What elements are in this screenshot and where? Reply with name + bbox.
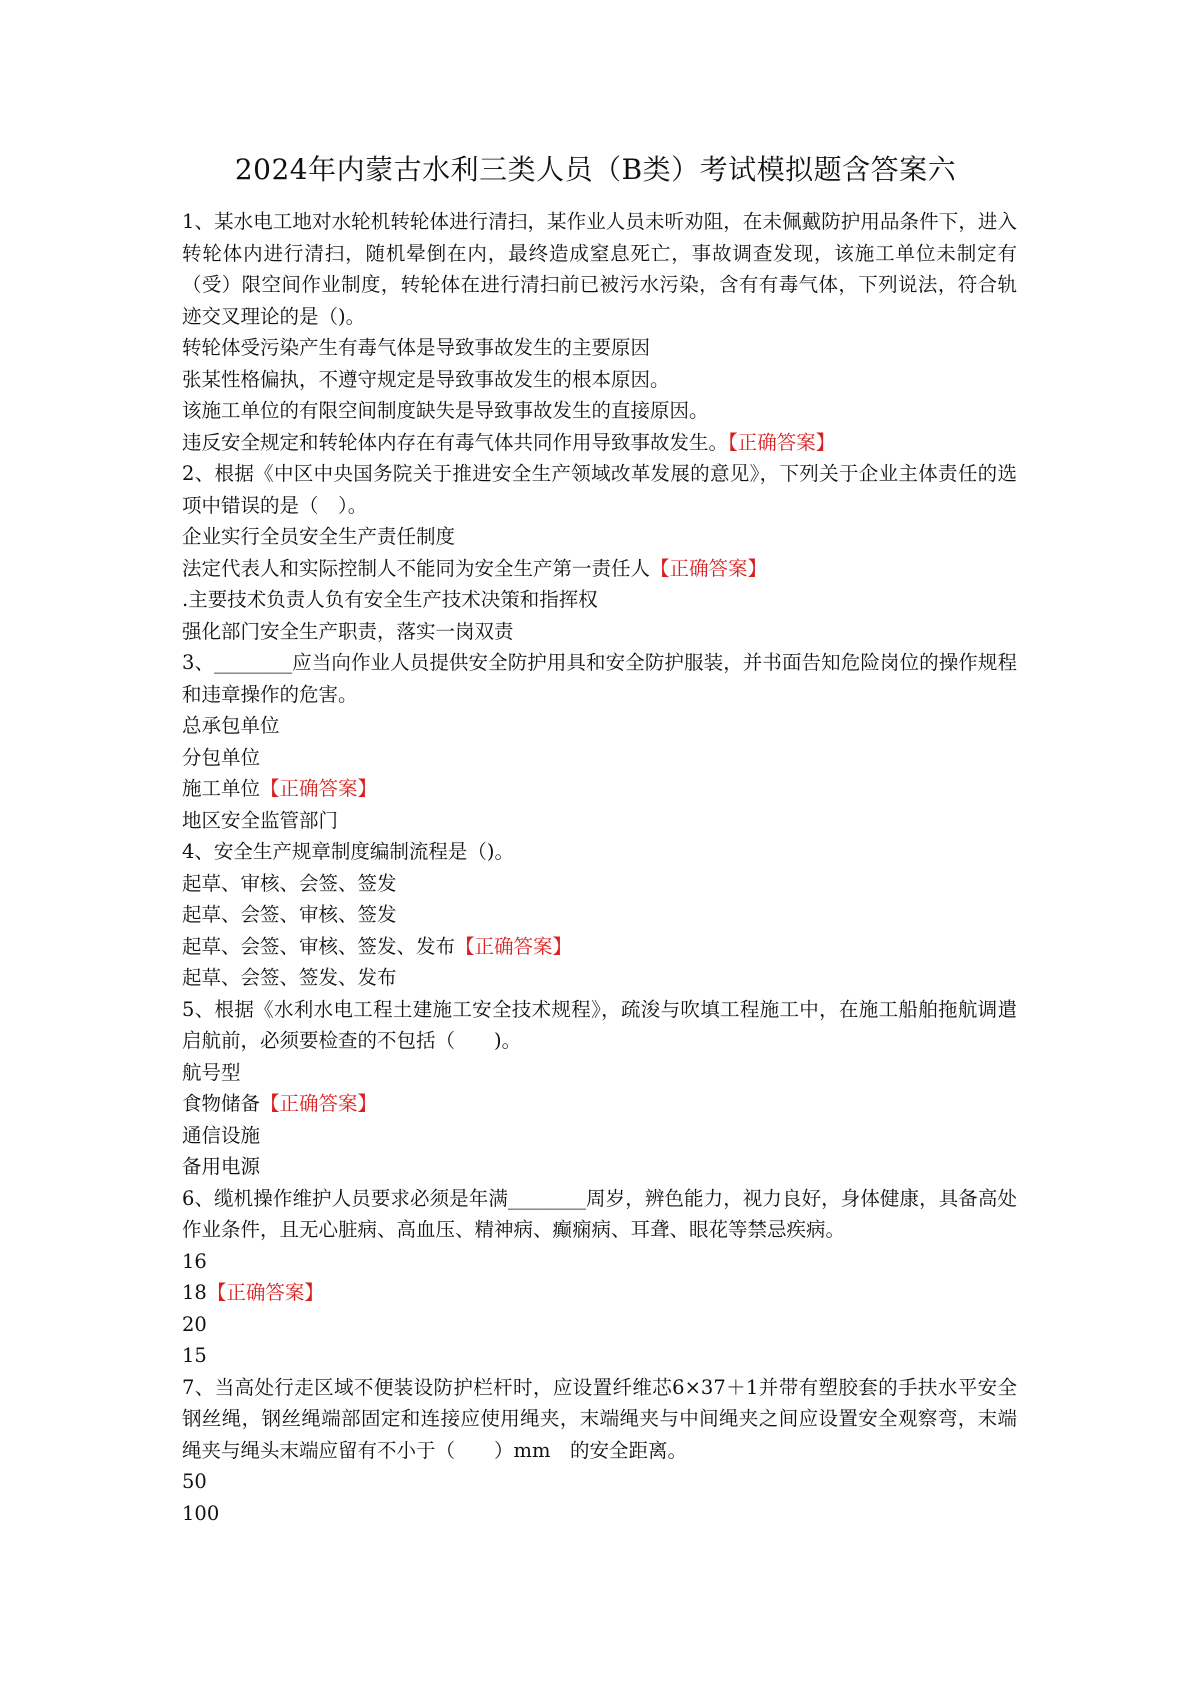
option-item <box>182 1246 1017 1278</box>
question-list <box>182 206 1017 1529</box>
option-item-correct <box>182 1088 1017 1120</box>
option-item <box>182 1340 1017 1372</box>
option-item <box>182 521 1017 553</box>
option-item-correct <box>182 427 1017 459</box>
option-text: 18 <box>182 1281 207 1304</box>
option-text: 备用电源 <box>182 1155 261 1178</box>
option-text: 100 <box>182 1501 220 1525</box>
option-text: 16 <box>182 1249 207 1273</box>
option-item <box>182 962 1017 994</box>
document-title: 2024年内蒙古水利三类人员（B类）考试模拟题含答案六 <box>234 153 957 186</box>
option-text: 通信设施 <box>182 1123 261 1147</box>
option-item <box>182 1309 1017 1341</box>
question-5 <box>182 994 1017 1183</box>
option-text: 强化部门安全生产职责，落实一岗双责 <box>182 619 514 643</box>
question-text: 3、________应当向作业人员提供安全防护用具和安全防护服装，并书面告知危险岗位的操作规程和违章操作的危害。 <box>182 651 1017 706</box>
option-text: 起草、会签、签发、发布 <box>182 966 397 989</box>
question-2 <box>182 458 1017 647</box>
option-item <box>182 1466 1017 1498</box>
option-text: 转轮体受污染产生有毒气体是导致事故发生的主要原因 <box>182 336 651 359</box>
option-text: 起草、会签、审核、签发 <box>182 903 397 926</box>
option-text: 法定代表人和实际控制人不能同为安全生产第一责任人 <box>182 556 651 580</box>
option-item <box>182 805 1017 837</box>
option-item <box>182 1120 1017 1152</box>
option-text: 起草、会签、审核、签发、发布 <box>182 934 456 958</box>
option-text: 违反安全规定和转轮体内存在有毒气体共同作用导致事故发生。 <box>182 430 729 454</box>
option-item <box>182 616 1017 648</box>
option-text: 分包单位 <box>182 745 261 769</box>
correct-answer-mark: 【正确答案】 <box>260 1092 378 1115</box>
option-item-correct <box>182 1277 1017 1309</box>
question-7 <box>182 1372 1017 1530</box>
option-text: 航号型 <box>182 1060 241 1084</box>
question-1 <box>182 206 1017 458</box>
option-text: 施工单位 <box>182 777 261 800</box>
correct-answer-mark: 【正确答案】 <box>260 777 378 800</box>
question-text: 7、当高处行走区域不便装设防护栏杆时，应设置纤维芯6×37＋1并带有塑胶套的手扶水平安全钢丝绳，钢丝绳端部固定和连接应使用绳夹，末端绳夹与中间绳夹之间应设置安全观察弯，末端绳夹与绳头末端应留有不小于（ ）mm 的安全距离。 <box>182 1375 1017 1462</box>
option-item <box>182 1057 1017 1089</box>
option-item <box>182 395 1017 427</box>
option-text: 食物储备 <box>182 1092 261 1115</box>
option-text: 企业实行全员安全生产责任制度 <box>182 525 456 548</box>
option-text: 总承包单位 <box>182 714 280 737</box>
option-item-correct <box>182 773 1017 805</box>
option-item <box>182 868 1017 900</box>
option-item <box>182 332 1017 364</box>
option-item <box>182 584 1017 616</box>
question-4 <box>182 836 1017 994</box>
question-text: 1、某水电工地对水轮机转轮体进行清扫，某作业人员未听劝阻，在未佩戴防护用品条件下，进入转轮体内进行清扫，随机晕倒在内，最终造成窒息死亡，事故调查发现，该施工单位未制定有（受）限空间作业制度，转轮体在进行清扫前已被污水污染，含有有毒气体，下列说法，符合轨迹交叉理论的是（)。 <box>182 210 1017 328</box>
option-item <box>182 710 1017 742</box>
option-item <box>182 899 1017 931</box>
option-item-correct <box>182 553 1017 585</box>
option-text: 起草、审核、会签、签发 <box>182 871 397 895</box>
option-text: 50 <box>182 1470 207 1493</box>
option-item <box>182 1151 1017 1183</box>
option-text: 15 <box>182 1344 207 1367</box>
option-item <box>182 364 1017 396</box>
question-text: 6、缆机操作维护人员要求必须是年满________周岁，辨色能力，视力良好，身体健康，具备高处作业条件，且无心脏病、高血压、精神病、癫痫病、耳聋、眼花等禁忌疾病。 <box>182 1186 1017 1241</box>
question-text: 5、根据《水利水电工程土建施工安全技术规程》，疏浚与吹填工程施工中，在施工船舶拖航调遣启航前，必须要检查的不包括（ )。 <box>182 997 1017 1052</box>
option-text: 张某性格偏执，不遵守规定是导致事故发生的根本原因。 <box>182 367 670 391</box>
option-text: 地区安全监管部门 <box>182 808 339 832</box>
correct-answer-mark: 【正确答案】 <box>650 556 768 580</box>
option-text: 该施工单位的有限空间制度缺失是导致事故发生的直接原因。 <box>182 399 709 422</box>
option-item-correct <box>182 931 1017 963</box>
option-text: 20 <box>182 1312 207 1336</box>
correct-answer-mark: 【正确答案】 <box>728 430 836 454</box>
option-item <box>182 1498 1017 1530</box>
option-text: .主要技术负责人负有安全生产技术决策和指挥权 <box>182 588 598 611</box>
question-3 <box>182 647 1017 836</box>
option-item <box>182 742 1017 774</box>
question-6 <box>182 1183 1017 1372</box>
correct-answer-mark: 【正确答案】 <box>206 1281 324 1304</box>
question-text: 4、安全生产规章制度编制流程是（)。 <box>182 840 515 863</box>
correct-answer-mark: 【正确答案】 <box>455 934 573 958</box>
question-text: 2、根据《中区中央国务院关于推进安全生产领域改革发展的意见》，下列关于企业主体责任的选项中错误的是（ ）。 <box>182 462 1017 517</box>
